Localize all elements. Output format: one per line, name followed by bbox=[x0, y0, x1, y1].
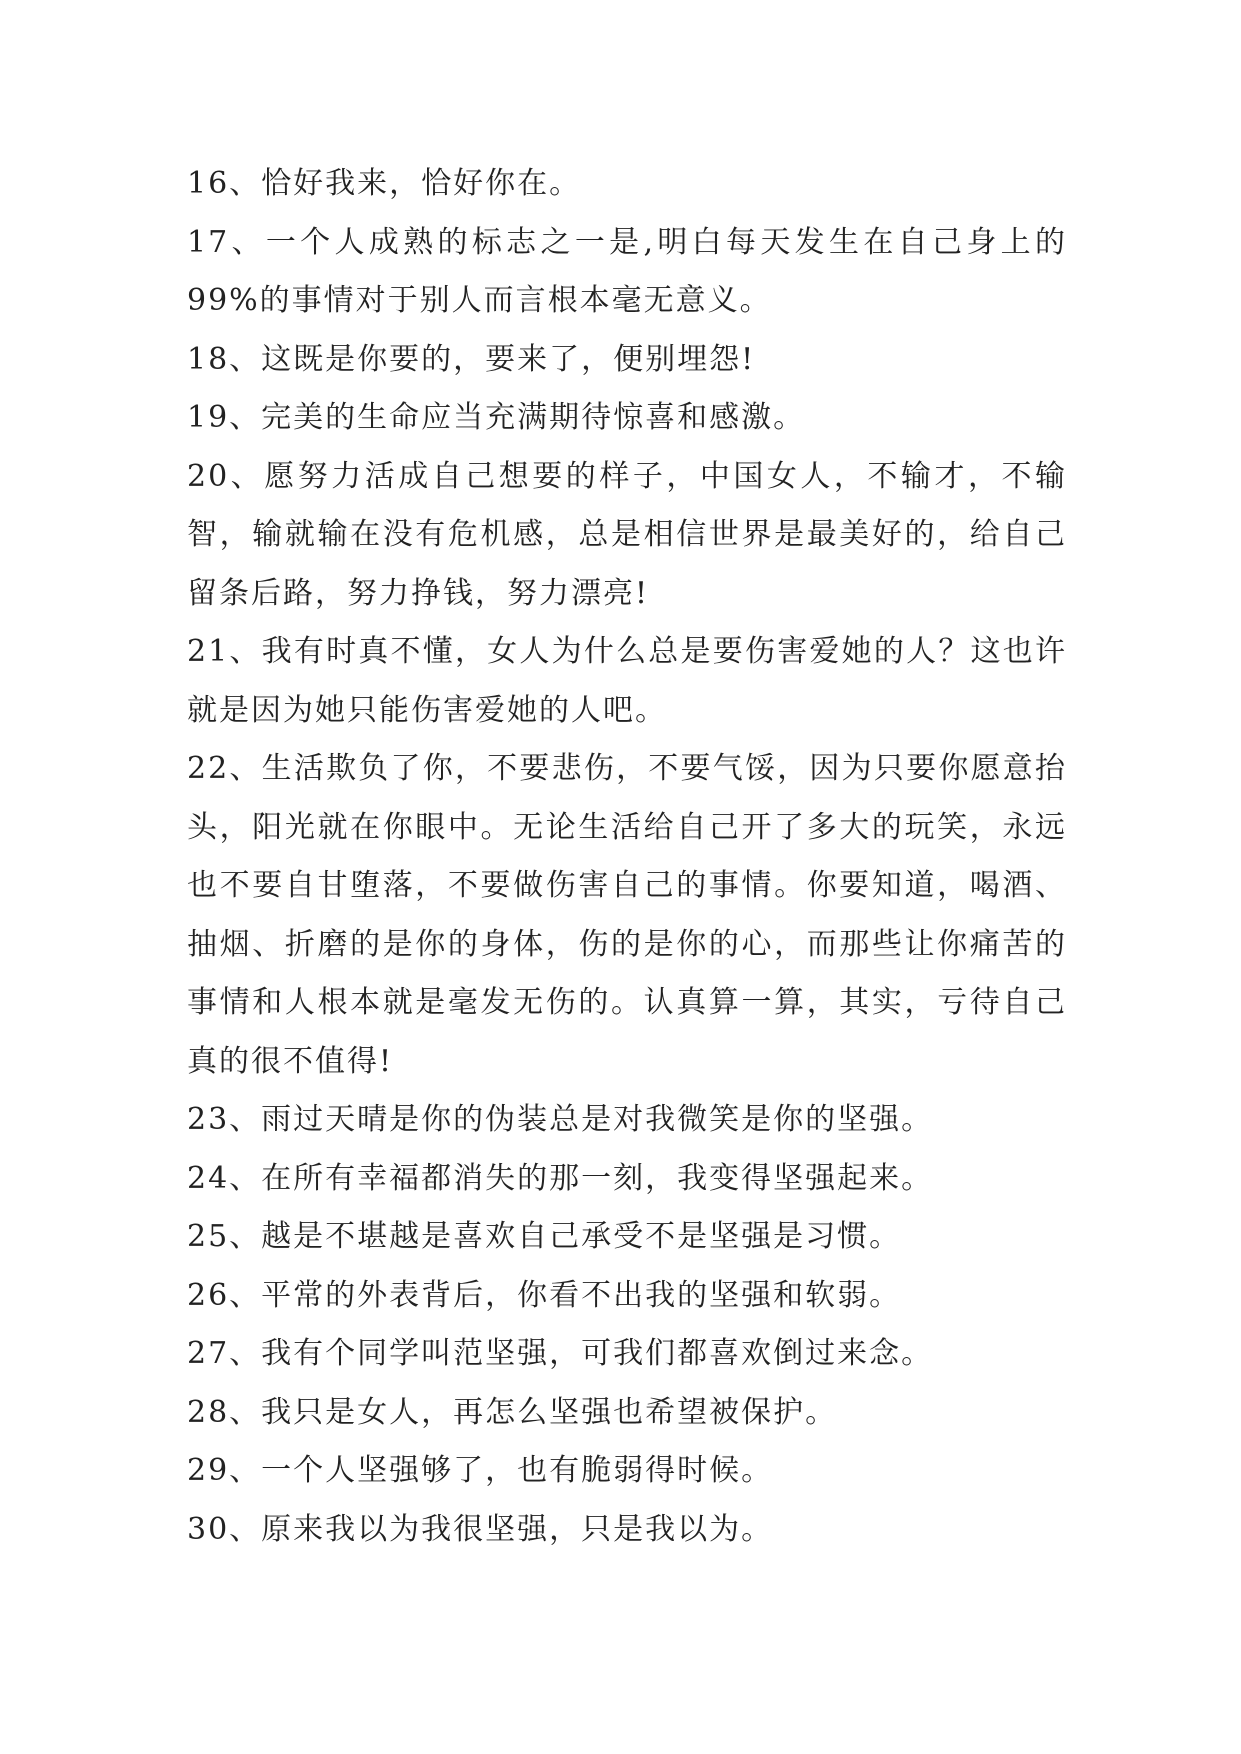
quote-28: 28、我只是女人，再怎么坚强也希望被保护。 bbox=[187, 1394, 838, 1430]
quote-18: 18、这既是你要的，要来了，便别埋怨! bbox=[187, 341, 756, 377]
quote-30: 30、原来我以为我很坚强，只是我以为。 bbox=[187, 1511, 774, 1547]
quote-29: 29、一个人坚强够了，也有脆弱得时候。 bbox=[187, 1453, 774, 1488]
quote-17: 17、一个人成熟的标志之一是,明白每天发生在自己身上的99%的事情对于别人而言根本毫无意义。 bbox=[187, 224, 1067, 318]
quote-23: 23、雨过天晴是你的伪装总是对我微笑是你的坚强。 bbox=[187, 1102, 934, 1137]
quote-27: 27、我有个同学叫范坚强，可我们都喜欢倒过来念。 bbox=[187, 1336, 934, 1371]
quote-16: 16、恰好我来，恰好你在。 bbox=[187, 166, 582, 201]
quote-19: 19、完美的生命应当充满期待惊喜和感激。 bbox=[187, 400, 806, 435]
quote-24: 24、在所有幸福都消失的那一刻，我变得坚强起来。 bbox=[187, 1160, 934, 1196]
quote-20: 20、愿努力活成自己想要的样子，中国女人，不输才，不输智，输就输在没有危机感，总是相信世界是最美好的，给自己留条后路，努力挣钱，努力漂亮! bbox=[187, 458, 1067, 611]
quote-26: 26、平常的外表背后，你看不出我的坚强和软弱。 bbox=[187, 1277, 902, 1313]
quote-22: 22、生活欺负了你，不要悲伤，不要气馁，因为只要你愿意抬头，阳光就在你眼中。无论生活给自己开了多大的玩笑，永远也不要自甘堕落，不要做伤害自己的事情。你要知道，喝酒、抽烟、折磨的是你的身体，伤的是你的心，而那些让你痛苦的事情和人根本就是毫发无伤的。认真算一算，其实，亏待自己真的很不值得! bbox=[187, 751, 1067, 1079]
quote-21: 21、我有时真不懂，女人为什么总是要伤害爱她的人？这也许就是因为她只能伤害爱她的人吧。 bbox=[187, 634, 1067, 728]
document-page bbox=[187, 155, 1067, 1559]
quote-25: 25、越是不堪越是喜欢自己承受不是坚强是习惯。 bbox=[187, 1219, 902, 1254]
